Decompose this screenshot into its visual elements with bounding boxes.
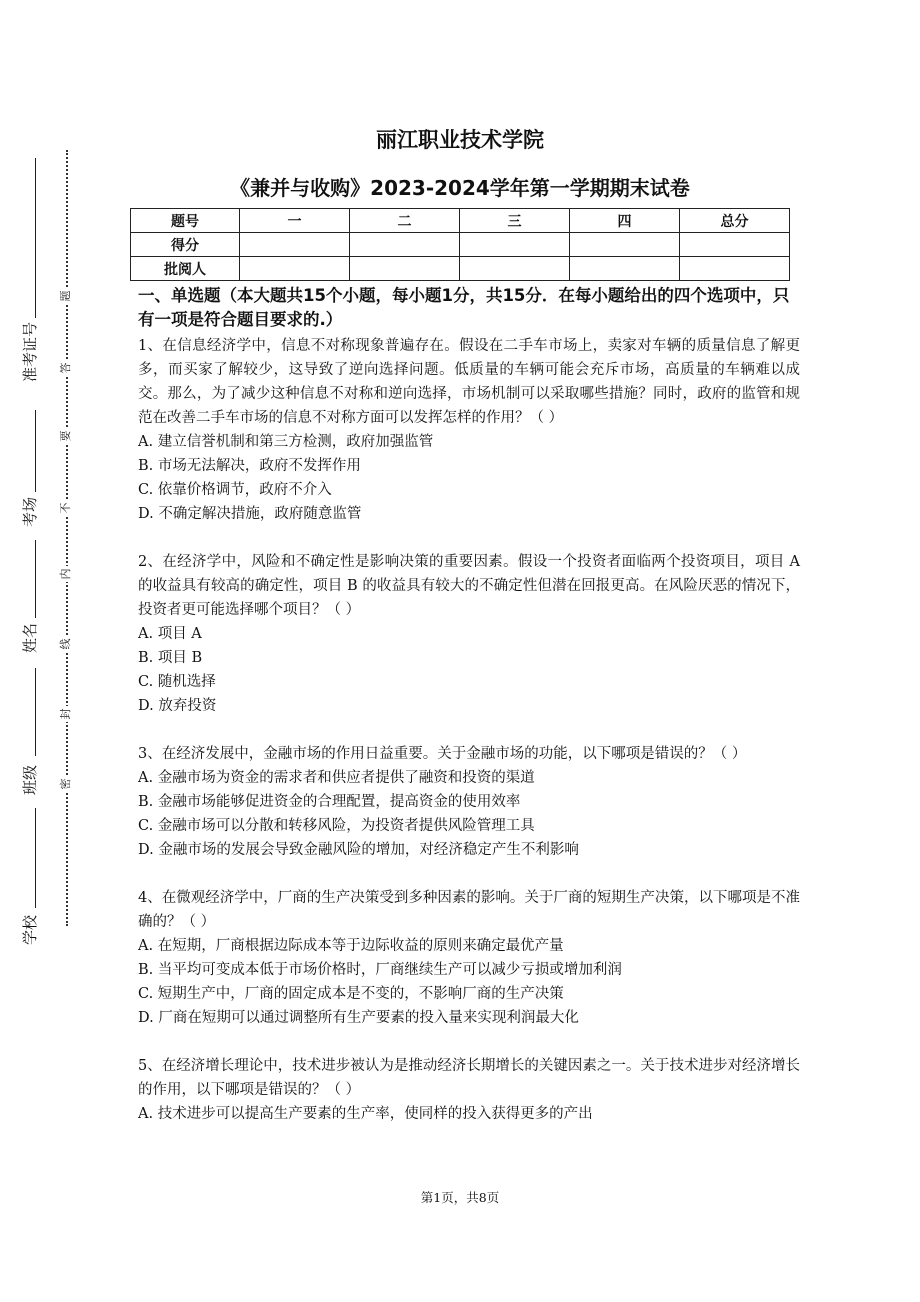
question-5 xyxy=(138,1054,800,1126)
school-line xyxy=(35,808,36,908)
option-b: B. 市场无法解决，政府不发挥作用 xyxy=(138,458,361,474)
column-header: 题号 xyxy=(131,209,240,233)
option-a: A. 金融市场为资金的需求者和供应者提供了融资和投资的渠道 xyxy=(138,770,535,786)
name-label: 姓名 xyxy=(21,623,39,654)
exam-content xyxy=(138,284,800,1150)
question-stem: 4、在微观经济学中，厂商的生产决策受到多种因素的影响。关于厂商的短期生产决策，以下哪项是不准确的？（ ） xyxy=(138,890,800,930)
class-line xyxy=(35,668,36,756)
option-c: C. 随机选择 xyxy=(138,674,216,690)
score-cell[interactable] xyxy=(240,233,350,257)
question-stem: 5、在经济增长理论中，技术进步被认为是推动经济长期增长的关键因素之一。关于技术进步对经济增长的作用，以下哪项是错误的？（ ） xyxy=(138,1058,800,1098)
section-heading: 一、单选题（本大题共15个小题，每小题1分，共15分．在每小题给出的四个选项中，只有一项是符合题目要求的.） xyxy=(138,286,790,329)
score-table-header-row xyxy=(131,209,790,233)
school-name: 丽江职业技术学院 xyxy=(376,128,544,152)
column-header: 三 xyxy=(460,209,570,233)
question-2 xyxy=(138,550,800,718)
question-3 xyxy=(138,742,800,862)
option-b: B. 当平均可变成本低于市场价格时，厂商继续生产可以减少亏损或增加利润 xyxy=(138,962,622,978)
reviewer-cell[interactable] xyxy=(460,257,570,281)
column-header: 四 xyxy=(570,209,680,233)
seal-char: 要 xyxy=(58,428,74,444)
reviewer-cell[interactable] xyxy=(240,257,350,281)
reviewer-row xyxy=(131,257,790,281)
option-a: A. 建立信誉机制和第三方检测，政府加强监管 xyxy=(138,434,434,450)
column-header: 总分 xyxy=(680,209,790,233)
option-b: B. 项目 B xyxy=(138,650,203,666)
option-a: A. 技术进步可以提高生产要素的生产率，使同样的投入获得更多的产出 xyxy=(138,1106,593,1122)
score-cell[interactable] xyxy=(350,233,460,257)
question-stem: 2、在经济学中，风险和不确定性是影响决策的重要因素。假设一个投资者面临两个投资项目，项目 A 的收益具有较高的确定性，项目 B 的收益具有较大的不确定性但潜在回报更高。在风险厌恶的情况下，投资者更可能选择哪个项目？（ ） xyxy=(138,554,800,618)
option-c: C. 金融市场可以分散和转移风险，为投资者提供风险管理工具 xyxy=(138,818,535,834)
reviewer-cell[interactable] xyxy=(680,257,790,281)
binding-line xyxy=(66,150,68,926)
option-a: A. 项目 A xyxy=(138,626,202,642)
row-header: 得分 xyxy=(131,233,240,257)
class-label: 班级 xyxy=(21,765,39,796)
option-a: A. 在短期，厂商根据边际成本等于边际收益的原则来确定最优产量 xyxy=(138,938,564,954)
page-footer: 第1页，共8页 xyxy=(420,1190,500,1205)
reviewer-cell[interactable] xyxy=(350,257,460,281)
option-d: D. 放弃投资 xyxy=(138,698,217,714)
reviewer-cell[interactable] xyxy=(570,257,680,281)
exam-number-label: 准考证号 xyxy=(21,321,39,382)
score-table xyxy=(130,208,790,281)
question-4 xyxy=(138,886,800,1030)
seal-char: 题 xyxy=(58,288,74,304)
seal-char: 封 xyxy=(58,706,74,722)
score-cell[interactable] xyxy=(680,233,790,257)
seal-char: 线 xyxy=(58,636,74,652)
option-d: D. 厂商在短期可以通过调整所有生产要素的投入量来实现利润最大化 xyxy=(138,1010,579,1026)
column-header: 二 xyxy=(350,209,460,233)
seal-char: 密 xyxy=(58,776,74,792)
question-stem: 3、在经济发展中，金融市场的作用日益重要。关于金融市场的功能，以下哪项是错误的？（ ） xyxy=(138,746,747,762)
option-d: D. 不确定解决措施，政府随意监管 xyxy=(138,506,362,522)
name-line xyxy=(35,540,36,618)
question-stem: 1、在信息经济学中，信息不对称现象普遍存在。假设在二手车市场上，卖家对车辆的质量信息了解更多，而买家了解较少，这导致了逆向选择问题。低质量的车辆可能会充斥市场，高质量的车辆难以成交。那么，为了减少这种信息不对称和逆向选择，市场机制可以采取哪些措施？同时，政府的监管和规范在改善二手车市场的信息不对称方面可以发挥怎样的作用？（ ） xyxy=(138,338,800,426)
score-cell[interactable] xyxy=(570,233,680,257)
score-cell[interactable] xyxy=(460,233,570,257)
seal-char: 不 xyxy=(58,500,74,516)
row-header: 批阅人 xyxy=(131,257,240,281)
exam-room-line xyxy=(35,410,36,492)
column-header: 一 xyxy=(240,209,350,233)
option-d: D. 金融市场的发展会导致金融风险的增加，对经济稳定产生不利影响 xyxy=(138,842,579,858)
option-b: B. 金融市场能够促进资金的合理配置，提高资金的使用效率 xyxy=(138,794,521,810)
score-row xyxy=(131,233,790,257)
seal-char: 答 xyxy=(58,360,74,376)
exam-room-label: 考场 xyxy=(21,497,39,528)
option-c: C. 短期生产中，厂商的固定成本是不变的，不影响厂商的生产决策 xyxy=(138,986,564,1002)
seal-char: 内 xyxy=(58,566,74,582)
option-c: C. 依靠价格调节，政府不介入 xyxy=(138,482,332,498)
school-label: 学校 xyxy=(21,915,39,946)
question-1 xyxy=(138,334,800,526)
exam-title: 《兼并与收购》2023-2024学年第一学期期末试卷 xyxy=(230,176,690,200)
